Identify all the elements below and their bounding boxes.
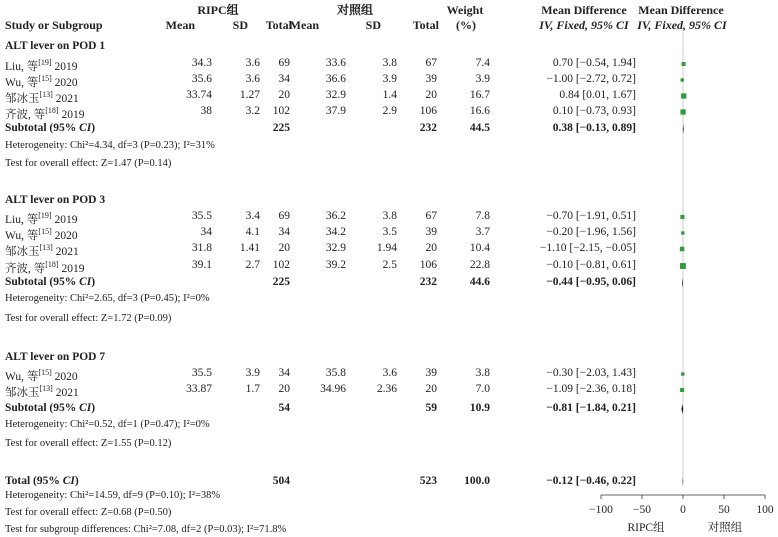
exp-mean: 33.74 <box>186 89 212 101</box>
exp-total: 20 <box>278 242 290 254</box>
header-weight-l2: (%) <box>456 18 476 32</box>
exp-sd: 3.9 <box>245 367 260 379</box>
study-year: 2019 <box>58 262 85 275</box>
study-ref: [18] <box>45 260 59 269</box>
ctrl-sd: 3.8 <box>382 210 397 222</box>
ctrl-mean: 37.9 <box>325 105 346 117</box>
subtotal-ctrl-total: 232 <box>419 122 437 134</box>
study-ref: [19] <box>38 58 52 67</box>
total-ctrl: 523 <box>419 475 437 487</box>
study-year: 2020 <box>51 370 78 383</box>
study-author: 邹冰玉 <box>5 245 40 258</box>
study-point-estimate <box>680 78 683 81</box>
subtotal-close: ) <box>91 402 96 414</box>
total-overall-effect: Test for overall effect: Z=0.68 (P=0.50) <box>5 507 172 518</box>
subtotal-weight: 10.9 <box>469 402 490 414</box>
study-year: 2020 <box>51 76 78 89</box>
study-point-estimate <box>680 109 685 114</box>
ctrl-sd: 3.8 <box>382 57 397 69</box>
total-text: CI <box>62 475 75 487</box>
ctrl-total: 39 <box>425 226 437 238</box>
ctrl-sd: 2.5 <box>382 259 397 271</box>
subtotal-text: Subtotal (95% <box>5 402 80 414</box>
study-author: Liu, 等 <box>5 60 39 73</box>
header-sd-ctrl: SD <box>365 18 381 32</box>
ctrl-sd: 2.9 <box>382 105 397 117</box>
axis-tick-label: 0 <box>680 504 686 516</box>
study-author: Liu, 等 <box>5 213 39 226</box>
exp-sd: 1.41 <box>239 242 260 254</box>
subtotal-weight: 44.6 <box>469 276 490 288</box>
study-year: 2021 <box>52 245 79 258</box>
ctrl-sd: 2.36 <box>376 383 397 395</box>
exp-mean: 34.3 <box>191 57 212 69</box>
weight-value: 7.0 <box>475 383 490 395</box>
subtotal-ctrl-total: 232 <box>419 276 437 288</box>
ctrl-total: 20 <box>425 383 437 395</box>
ctrl-total: 20 <box>425 242 437 254</box>
subtotal-ci: −0.81 [−1.84, 0.21] <box>546 402 636 414</box>
header-md-sub: IV, Fixed, 95% CI <box>539 18 629 32</box>
ctrl-mean: 32.9 <box>325 89 346 101</box>
study-ref: [13] <box>39 243 53 252</box>
axis-tick-label: 50 <box>718 504 730 516</box>
total-text: Total (95% <box>5 475 63 487</box>
study-point-estimate <box>680 388 684 392</box>
ctrl-mean: 39.2 <box>325 259 346 271</box>
weight-value: 16.7 <box>469 89 490 101</box>
study-year: 2021 <box>52 386 79 399</box>
header-total-ctrl: Total <box>412 18 439 32</box>
study-point-estimate <box>681 372 684 375</box>
exp-total: 20 <box>278 383 290 395</box>
axis-right-label: 对照组 <box>707 522 743 534</box>
exp-total: 69 <box>278 57 290 69</box>
header-ctrl-group: 对照组 <box>336 3 373 17</box>
study-author: 齐波, 等 <box>5 262 46 275</box>
subtotal-ci: −0.44 [−0.95, 0.06] <box>546 276 636 288</box>
heterogeneity-text: Heterogeneity: Chi²=4.34, df=3 (P=0.23); I²=31% <box>5 140 215 151</box>
subtotal-close: ) <box>91 276 96 288</box>
exp-total: 102 <box>272 259 290 271</box>
exp-sd: 3.6 <box>245 57 260 69</box>
md-ci-value: 0.70 [−0.54, 1.94] <box>552 57 636 69</box>
header-mean-ctrl: Mean <box>289 18 319 32</box>
heterogeneity-text: Heterogeneity: Chi²=2.65, df=3 (P=0.45); I²=0% <box>5 293 210 304</box>
weight-value: 3.8 <box>475 367 490 379</box>
study-year: 2021 <box>52 92 79 105</box>
ctrl-total: 67 <box>425 210 437 222</box>
axis-tick-label: 100 <box>756 504 774 516</box>
weight-value: 3.9 <box>475 73 490 85</box>
ctrl-mean: 33.6 <box>325 57 346 69</box>
group-title: ALT lever on POD 3 <box>5 194 106 206</box>
md-ci-value: −0.70 [−1.91, 0.51] <box>546 210 636 222</box>
header-weight-l1: Weight <box>446 3 484 17</box>
study-point-estimate <box>680 247 685 252</box>
study-ref: [13] <box>39 90 53 99</box>
exp-mean: 34 <box>200 226 212 238</box>
header-exp-group: RIPC组 <box>197 3 239 17</box>
exp-sd: 1.7 <box>245 383 260 395</box>
header-total-exp: Total <box>265 18 292 32</box>
ctrl-total: 106 <box>419 259 437 271</box>
study-point-estimate <box>680 215 684 219</box>
study-year: 2019 <box>58 108 85 121</box>
header-plot-title: Mean Difference <box>638 3 724 17</box>
study-point-estimate <box>680 263 686 269</box>
subgroup-differences: Test for subgroup differences: Chi²=7.08, df=2 (P=0.03); I²=71.8% <box>5 524 287 535</box>
exp-sd: 3.4 <box>245 210 260 222</box>
study-ref: [15] <box>38 227 52 236</box>
total-heterogeneity: Heterogeneity: Chi²=14.59, df=9 (P=0.10); I²=38% <box>5 490 221 501</box>
md-ci-value: −1.00 [−2.72, 0.72] <box>546 73 636 85</box>
exp-mean: 35.5 <box>191 367 212 379</box>
ctrl-mean: 32.9 <box>325 242 346 254</box>
study-author: Wu, 等 <box>5 229 39 242</box>
study-author: 邹冰玉 <box>5 92 40 105</box>
weight-value: 16.6 <box>469 105 490 117</box>
ctrl-total: 67 <box>425 57 437 69</box>
ctrl-total: 106 <box>419 105 437 117</box>
exp-sd: 2.7 <box>245 259 260 271</box>
ctrl-mean: 35.8 <box>325 367 346 379</box>
study-point-estimate <box>681 93 686 98</box>
exp-mean: 38 <box>200 105 212 117</box>
exp-mean: 35.6 <box>191 73 212 85</box>
overall-effect-text: Test for overall effect: Z=1.47 (P=0.14) <box>5 158 172 169</box>
md-ci-value: 0.84 [0.01, 1.67] <box>559 89 636 101</box>
weight-value: 22.8 <box>469 259 490 271</box>
group-title: ALT lever on POD 1 <box>5 40 106 52</box>
total-weight: 100.0 <box>464 475 490 487</box>
weight-value: 10.4 <box>469 242 490 254</box>
exp-total: 34 <box>278 73 290 85</box>
exp-mean: 33.87 <box>186 383 212 395</box>
total-exp: 504 <box>272 475 290 487</box>
subtotal-close: ) <box>91 122 96 134</box>
weight-value: 7.4 <box>475 57 490 69</box>
exp-mean: 35.5 <box>191 210 212 222</box>
subtotal-text: Subtotal (95% <box>5 276 80 288</box>
ctrl-sd: 3.6 <box>382 367 397 379</box>
md-ci-value: −0.30 [−2.03, 1.43] <box>546 367 636 379</box>
axis-tick-label: −50 <box>633 504 651 516</box>
study-ref: [18] <box>45 106 59 115</box>
header-sd-exp: SD <box>232 18 248 32</box>
ctrl-sd: 3.9 <box>382 73 397 85</box>
axis-tick-label: −100 <box>589 504 613 516</box>
total-text: ) <box>74 475 79 487</box>
header-study: Study or Subgroup <box>5 18 103 32</box>
subtotal-text: Subtotal (95% <box>5 122 80 134</box>
subtotal-exp-total: 54 <box>278 402 290 414</box>
study-ref: [13] <box>39 384 53 393</box>
exp-sd: 4.1 <box>245 226 260 238</box>
subtotal-ci-word: CI <box>79 402 92 414</box>
md-ci-value: −1.10 [−2.15, −0.05] <box>539 242 636 254</box>
md-ci-value: −0.20 [−1.96, 1.56] <box>546 226 636 238</box>
exp-sd: 3.2 <box>245 105 260 117</box>
study-year: 2020 <box>51 229 78 242</box>
subtotal-weight: 44.5 <box>469 122 490 134</box>
study-author: 齐波, 等 <box>5 108 46 121</box>
overall-effect-text: Test for overall effect: Z=1.55 (P=0.12) <box>5 438 172 449</box>
study-author: Wu, 等 <box>5 76 39 89</box>
subtotal-ci-word: CI <box>79 276 92 288</box>
exp-sd: 1.27 <box>239 89 260 101</box>
subtotal-ci-word: CI <box>79 122 92 134</box>
header-plot-sub: IV, Fixed, 95% CI <box>637 18 727 32</box>
ctrl-mean: 36.2 <box>325 210 346 222</box>
header-md-title: Mean Difference <box>541 3 627 17</box>
study-point-estimate <box>682 62 686 66</box>
study-year: 2019 <box>51 213 78 226</box>
exp-mean: 39.1 <box>191 259 212 271</box>
exp-total: 69 <box>278 210 290 222</box>
exp-sd: 3.6 <box>245 73 260 85</box>
subtotal-exp-total: 225 <box>272 276 290 288</box>
subtotal-exp-total: 225 <box>272 122 290 134</box>
exp-total: 34 <box>278 367 290 379</box>
ctrl-mean: 34.2 <box>325 226 346 238</box>
exp-total: 20 <box>278 89 290 101</box>
ctrl-total: 39 <box>425 73 437 85</box>
ctrl-mean: 36.6 <box>325 73 346 85</box>
md-ci-value: 0.10 [−0.73, 0.93] <box>552 105 636 117</box>
exp-mean: 31.8 <box>191 242 212 254</box>
ctrl-total: 39 <box>425 367 437 379</box>
overall-effect-text: Test for overall effect: Z=1.72 (P=0.09) <box>5 313 172 324</box>
axis-left-label: RIPC组 <box>627 522 665 534</box>
total-ci: −0.12 [−0.46, 0.22] <box>546 475 636 487</box>
ctrl-sd: 1.4 <box>382 89 397 101</box>
md-ci-value: −0.10 [−0.81, 0.61] <box>546 259 636 271</box>
weight-value: 7.8 <box>475 210 490 222</box>
study-author: Wu, 等 <box>5 370 39 383</box>
study-author: 邹冰玉 <box>5 386 40 399</box>
ctrl-mean: 34.96 <box>320 383 346 395</box>
md-ci-value: −1.09 [−2.36, 0.18] <box>546 383 636 395</box>
subtotal-ci: 0.38 [−0.13, 0.89] <box>552 122 636 134</box>
ctrl-sd: 1.94 <box>376 242 397 254</box>
group-title: ALT lever on POD 7 <box>5 351 106 363</box>
header-mean-exp: Mean <box>165 18 195 32</box>
study-point-estimate <box>681 231 684 234</box>
weight-value: 3.7 <box>475 226 490 238</box>
ctrl-sd: 3.5 <box>382 226 397 238</box>
subtotal-ctrl-total: 59 <box>425 402 437 414</box>
study-ref: [15] <box>38 74 52 83</box>
heterogeneity-text: Heterogeneity: Chi²=0.52, df=1 (P=0.47); I²=0% <box>5 419 210 430</box>
exp-total: 34 <box>278 226 290 238</box>
study-year: 2019 <box>51 60 78 73</box>
ctrl-total: 20 <box>425 89 437 101</box>
study-ref: [19] <box>38 211 52 220</box>
exp-total: 102 <box>272 105 290 117</box>
study-ref: [15] <box>38 368 52 377</box>
